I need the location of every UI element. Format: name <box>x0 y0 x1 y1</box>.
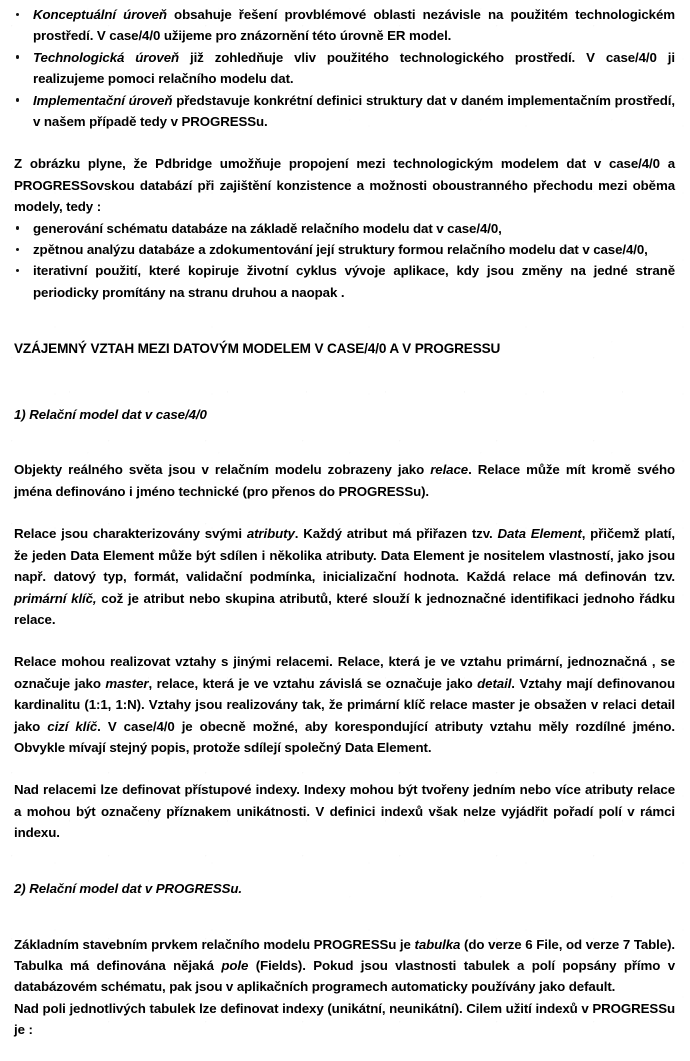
paragraph-atributy <box>14 523 675 630</box>
list-item-text: obsahuje řešení provblémové oblasti nezávisle na použitém technologickém prostředí. V case/4/0 užijeme pro znázornění této úrovně ER model. <box>33 7 675 44</box>
subheading-1: 1) Relační model dat v case/4/0 <box>14 406 207 422</box>
spacer <box>14 913 675 934</box>
term-relace: relace <box>430 462 469 478</box>
term-data-element: Data Element <box>497 526 582 542</box>
text-run: . Relace může mít kromě svého jména definováno i jméno technické (pro přenos do PROGRESSu). <box>14 462 676 499</box>
paragraph-vztahy <box>14 651 675 758</box>
list-item-text: iterativní použití, které kopiruje životní cyklus vývoje aplikace, kdy jsou změny na jedné straně periodicky promítány na stranu druhou a naopak . <box>33 263 675 300</box>
text-run: . V case/4/0 je obecně možné, aby korespondující atributy vztahu měly rozdílné jméno. Obvykle mívají stejný popis, protože sdílejí společný Data Element. <box>14 718 675 755</box>
spacer <box>14 438 675 459</box>
list-item <box>14 90 675 133</box>
list-item <box>14 218 675 239</box>
spacer <box>14 303 675 324</box>
term-pole: pole <box>221 957 249 973</box>
term-tabulka: tabulka <box>414 936 461 952</box>
spacer <box>14 630 675 651</box>
paragraph-progress-tabulka <box>14 934 675 998</box>
text-run: , přičemž platí, že jeden Data Element může být sdílen i několika atributy. Data Element je nositelem vlastností, jako jsou např. datový typ, formát, validační podmínka, inicializační hodnota. Každá relace má definován tzv. <box>14 526 675 585</box>
spacer <box>14 372 675 390</box>
list-item-term: Implementační úroveň <box>33 92 173 108</box>
term-primarni-klic: primární klíč, <box>14 590 97 606</box>
text-run: Relace mohou realizovat vztahy s jinými relacemi. Relace, která je ve vztahu primární, jednoznačná , se označuje jako <box>14 654 675 691</box>
list-item <box>14 239 675 260</box>
paragraph-progress-indexy: Nad poli jednotlivých tabulek lze definovat indexy (unikátní, neunikátní). Cilem užití indexů v PROGRESSu je : <box>14 1000 675 1038</box>
spacer <box>14 502 675 523</box>
list-item <box>14 4 675 47</box>
term-master: master <box>105 675 149 691</box>
list-item-text: zpětnou analýzu databáze a zdokumentování její struktury formou relačního modelu dat v case/4/0, <box>33 242 648 258</box>
pdbridge-list <box>14 218 675 304</box>
term-atributy: atributy <box>246 526 295 542</box>
paragraph-objekty <box>14 459 675 502</box>
text-run: Relace jsou charakterizovány svými <box>14 526 247 542</box>
spacer <box>14 132 675 153</box>
text-run: (do verze 6 File, od verze 7 Table). Tabulka má definována nějaká <box>14 936 675 973</box>
text-run: Objekty reálného světa jsou v relačním modelu zobrazeny jako <box>14 462 431 478</box>
list-item-text: již zohledňuje vliv použitého technologického prostředí. V case/4/0 ji realizujeme pomoci relačního modelu dat. <box>33 49 675 87</box>
list-item-term: Konceptuální úroveň <box>33 7 167 22</box>
text-run: Základním stavebním prvkem relačního modelu PROGRESSu je <box>14 936 415 952</box>
text-run: (Fields). Pokud jsou vlastnosti tabulek a polí popsány přímo v databázovém schématu, pak jsou v aplikačních programech automaticky používány jako default. <box>14 957 675 995</box>
list-item-text: generování schématu databáze na základě relačního modelu dat v case/4/0, <box>33 220 502 236</box>
term-detail: detail <box>477 675 512 691</box>
text-run: . Vztahy mají definovanou kardinalitu (1:1, 1:N). Vztahy jsou realizovány tak, že primární klíč relace master je obsažen v relaci detail jako <box>14 675 675 734</box>
paragraph-pdbridge-intro: Z obrázku plyne, že Pdbridge umožňuje propojení mezi technologickým modelem dat v case/4/0 a PROGRESSovskou databází při zajištění konzistence a možnosti oboustranného přechodu mezi oběma modely, tedy : <box>14 156 675 215</box>
levels-list <box>14 4 675 132</box>
list-item <box>14 260 675 303</box>
subheading-2: 2) Relační model dat v PROGRESSu. <box>14 880 242 896</box>
list-item-term: Technologická úroveň <box>33 49 180 65</box>
paragraph-indexy: Nad relacemi lze definovat přístupové indexy. Indexy mohou být tvořeny jedním nebo více atributy relace a mohou být označeny příznakem unikátnosti. V definici indexů však nelze vyjádřit pořadí polí v rámci indexu. <box>14 782 675 841</box>
term-cizi-klic: cizí klíč <box>47 718 98 734</box>
list-item <box>14 47 675 90</box>
spacer <box>14 844 675 865</box>
section-heading: VZÁJEMNÝ VZTAH MEZI DATOVÝM MODELEM V CASE/4/0 A V PROGRESSU <box>14 340 501 356</box>
list-item-text: představuje konkrétní definici struktury dat v daném implementačním prostředí, v našem případě tedy v PROGRESSu. <box>33 92 675 130</box>
text-run: , relace, která je ve vztahu závislá se označuje jako <box>148 675 478 691</box>
text-run: . Každý atribut má přiřazen tzv. <box>294 526 498 542</box>
text-run: což je atribut nebo skupina atributů, které slouží k jednoznačné identifikaci jednoho řádku relace. <box>14 590 675 627</box>
spacer <box>14 758 675 779</box>
